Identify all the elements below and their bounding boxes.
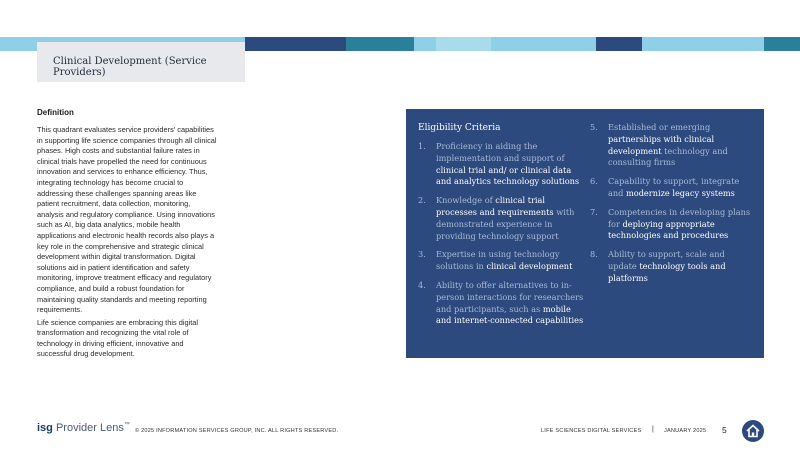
criteria-item-highlight: deploying appropriate technologies and procedures xyxy=(608,218,729,241)
criteria-item-number: 6. xyxy=(590,176,598,187)
stripe-segment xyxy=(491,37,596,51)
criteria-item-text: with demonstrated experience in providing technology support xyxy=(436,206,575,241)
criteria-item-number: 7. xyxy=(590,206,598,217)
criteria-item-text: Capability to support, integrate and xyxy=(608,176,740,198)
eligibility-criteria-box xyxy=(406,109,764,358)
criteria-item-text: Ability to offer alternatives to in-person interactions for researchers and participants, such as xyxy=(436,279,584,314)
stripe-segment xyxy=(346,37,414,51)
logo-text: Provider Lens xyxy=(55,422,124,434)
criteria-item-text: technology and consulting firms xyxy=(608,145,728,168)
stripe-segment xyxy=(414,37,436,51)
criteria-item-text: Ability to support, scale and update xyxy=(608,249,725,271)
criteria-item xyxy=(418,195,584,242)
criteria-column-left xyxy=(418,141,584,334)
home-button[interactable] xyxy=(742,420,764,442)
criteria-item-highlight: modernize legacy systems xyxy=(626,187,735,198)
eligibility-criteria-title: Eligibility Criteria xyxy=(418,123,501,133)
stripe-segment xyxy=(245,37,346,51)
section-title: Clinical Development (Service Providers) xyxy=(53,56,207,78)
criteria-item xyxy=(590,249,756,284)
criteria-item-text: Competencies in developing plans for xyxy=(608,206,751,229)
criteria-item-text: Expertise in using technology solutions in xyxy=(436,249,560,272)
criteria-item xyxy=(590,122,756,169)
isg-provider-lens-logo xyxy=(37,422,130,434)
report-name: LIFE SCIENCES DIGITAL SERVICES xyxy=(541,428,642,434)
criteria-item-highlight: clinical trial and/ or clinical data and analytics technology solutions xyxy=(436,164,580,187)
stripe-segment xyxy=(436,37,491,51)
stripe-segment xyxy=(642,37,764,51)
definition-heading: Definition xyxy=(37,108,74,117)
criteria-item xyxy=(418,249,584,273)
copyright-text: © 2025 INFORMATION SERVICES GROUP, INC. ALL RIGHTS RESERVED. xyxy=(135,428,339,434)
criteria-item-text: Established or emerging xyxy=(608,122,711,132)
stripe-segment xyxy=(596,37,642,51)
criteria-item-highlight: technology tools and platforms xyxy=(608,260,726,283)
criteria-column-right xyxy=(590,122,756,292)
criteria-item xyxy=(590,207,756,242)
criteria-item xyxy=(418,141,584,188)
criteria-item-number: 8. xyxy=(590,249,598,260)
criteria-item xyxy=(590,176,756,200)
definition-paragraph-2: Life science companies are embracing this digital transformation and recognizing the vital role of technology in driving efficient, innovative and successful drug development. xyxy=(37,317,199,359)
definition-body xyxy=(37,125,217,362)
definition-paragraph-1: This quadrant evaluates service providers' capabilities in supporting life science companies through all clinical phases. High costs and substantial failure rates in clinical trials have propelled the need for continuous innovation and services to enhance efficiency. Thus, integrating technology has become crucial to addressing these challenges spanning areas like patient recruitment, data collection, monitoring, analysis and regulatory compliance. Using innovations such as AI, big data analytics, mobile health applications and electronic health records also plays a key role in the comprehensive and strategic clinical development within digital transformation. Digital solutions aid in patient identification and safety monitoring, improve treatment efficacy and regulatory compliance, and build a robust foundation for maintaining quality standards and meeting reporting requirements. xyxy=(37,125,217,315)
stripe-segment xyxy=(764,37,800,51)
home-icon xyxy=(746,424,760,438)
criteria-item xyxy=(418,280,584,327)
criteria-item-number: 5. xyxy=(590,122,598,132)
report-date: JANUARY 2025 xyxy=(664,428,707,434)
footer-separator: | xyxy=(652,426,654,433)
criteria-item-number: 1. xyxy=(418,141,426,151)
criteria-item-highlight: clinical trial processes and requirements xyxy=(436,195,554,217)
criteria-item-number: 4. xyxy=(418,279,426,290)
criteria-item-highlight: partnerships with clinical development xyxy=(608,133,715,156)
criteria-item-highlight: mobile and internet-connected capabilities xyxy=(436,303,584,326)
criteria-item-text: Proficiency in aiding the implementation and support of xyxy=(436,141,565,163)
logo-isg: isg xyxy=(37,422,53,434)
criteria-item-number: 2. xyxy=(418,195,426,206)
page-number: 5 xyxy=(722,425,727,435)
criteria-item-number: 3. xyxy=(418,249,426,260)
logo-trademark: ™ xyxy=(123,422,130,428)
criteria-item-text: Knowledge of xyxy=(436,195,496,206)
criteria-item-highlight: clinical development xyxy=(486,261,573,272)
section-tab xyxy=(37,39,245,82)
